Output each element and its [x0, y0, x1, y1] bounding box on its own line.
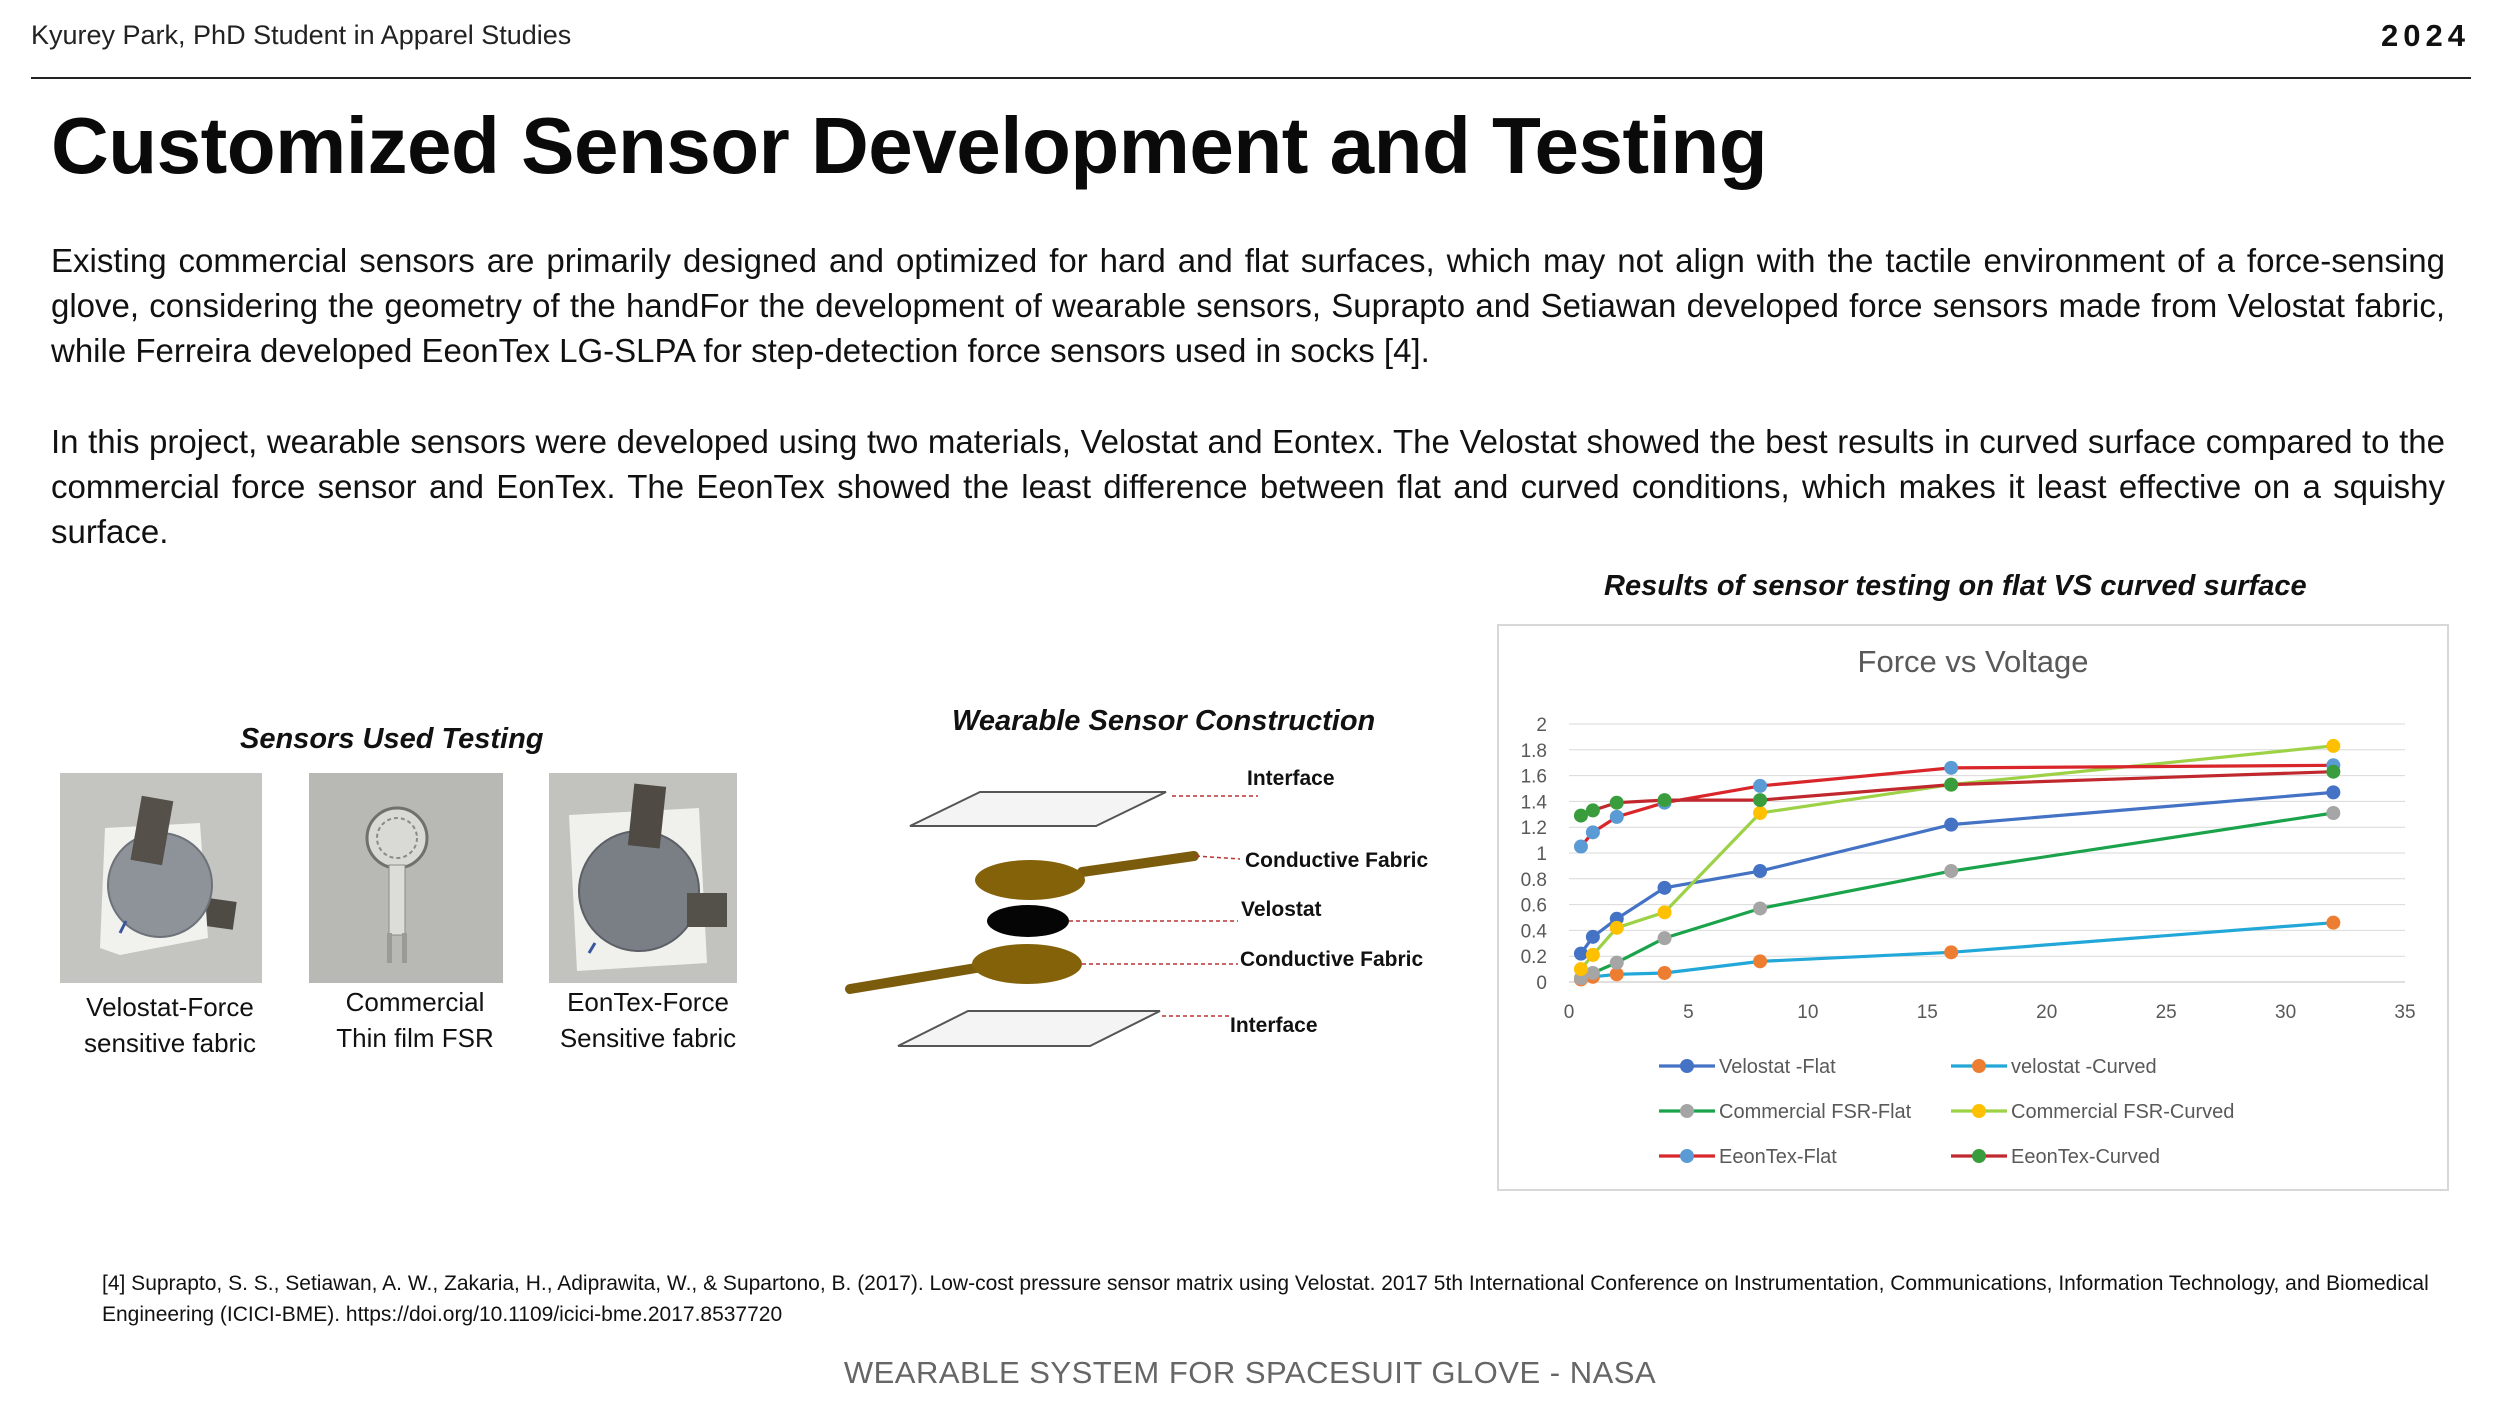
- eontex-sensor-photo: [549, 773, 737, 983]
- construction-caption: Wearable Sensor Construction: [952, 705, 1376, 737]
- eontex-sensor-label-line2: Sensitive fabric: [559, 1023, 737, 1053]
- construction-label-conductive-top: Conductive Fabric: [1245, 849, 1429, 872]
- sensors-caption: Sensors Used Testing: [240, 723, 544, 755]
- data-point: [1658, 905, 1672, 919]
- conductive-fabric-top: [975, 860, 1085, 900]
- legend-entry: velostat -Curved: [2011, 1056, 2157, 1078]
- data-point: [1574, 947, 1588, 961]
- velostat-sensor-photo: [60, 773, 262, 983]
- data-point: [1610, 921, 1624, 935]
- intro-paragraph: Existing commercial sensors are primarily designed and optimized for hard and flat surfaces, which may not align with the tactile environment of a force-sensing glove, considering the geometry of the handFor the development of wearable sensors, Suprapto and Setiawan developed force sensors made from Velostat fabric, while Ferreira developed EeonTex LG-SLPA for step-detection force sensors used in socks [4].: [51, 242, 2445, 369]
- eontex-sensor-label-line1: EonTex-Force: [567, 987, 729, 1017]
- data-point: [1574, 840, 1588, 854]
- construction-label-conductive-bottom: Conductive Fabric: [1240, 948, 1424, 971]
- x-tick-label: 20: [2036, 1002, 2058, 1023]
- construction-diagram: [840, 760, 1280, 1060]
- header-author: Kyurey Park, PhD Student in Apparel Studies: [31, 20, 572, 50]
- data-point: [1610, 796, 1624, 810]
- conductive-fabric-tail-bottom: [850, 966, 988, 989]
- data-point: [1658, 881, 1672, 895]
- x-tick-label: 5: [1683, 1002, 1694, 1023]
- data-point: [1658, 793, 1672, 807]
- construction-label-interface-top: Interface: [1247, 767, 1335, 790]
- legend-marker: [1972, 1059, 1986, 1073]
- x-tick-label: 25: [2155, 1002, 2177, 1023]
- legend-entry: Commercial FSR-Flat: [1719, 1101, 1912, 1123]
- chart-title: Force vs Voltage: [1857, 644, 2089, 679]
- y-tick-label: 1.8: [1520, 740, 1547, 762]
- data-point: [2326, 785, 2340, 799]
- legend-entry: EeonTex-Curved: [2011, 1146, 2160, 1168]
- x-tick-label: 0: [1563, 1002, 1575, 1023]
- data-point: [1586, 966, 1600, 980]
- data-point: [1753, 806, 1767, 820]
- data-point: [1610, 956, 1624, 970]
- y-tick-label: 0.8: [1520, 869, 1547, 891]
- data-point: [1753, 901, 1767, 915]
- force-voltage-chart-svg: [1499, 626, 2447, 1189]
- data-point: [2326, 916, 2340, 930]
- x-tick-label: 35: [2394, 1002, 2416, 1023]
- interface-layer-bottom: [898, 1011, 1160, 1046]
- project-paragraph: In this project, wearable sensors were developed using two materials, Velostat and Eontex. The Velostat showed the best results in curved surface compared to the commercial force sensor and EonTex. The EeonTex showed the least difference between flat and curved conditions, which makes it least effective on a squishy surface.: [51, 423, 2445, 550]
- y-tick-label: 0.4: [1520, 921, 1547, 943]
- reference-citation: [4] Suprapto, S. S., Setiawan, A. W., Zakaria, H., Adiprawita, W., & Supartono, B. (2017). Low-cost pressure sensor matrix using Velostat. 2017 5th International Conference on Instrumentation, Communications, Information Technology, and Biomedical Engineering (ICICI-BME). https://doi.org/10.1109/icici-bme.2017.8537720: [102, 1272, 2429, 1326]
- legend-entry: Velostat -Flat: [1719, 1056, 1836, 1078]
- header-year: 2024: [2381, 18, 2470, 53]
- y-tick-label: 0.6: [1520, 895, 1547, 917]
- eontex-sensor-label: [518, 984, 778, 1056]
- velostat-sensor-label: [40, 989, 300, 1061]
- construction-label-velostat: Velostat: [1241, 898, 1322, 921]
- data-point: [2326, 806, 2340, 820]
- legend-entry: Commercial FSR-Curved: [2011, 1101, 2235, 1123]
- fsr-sensor-photo: [309, 773, 503, 983]
- data-point: [1753, 779, 1767, 793]
- data-point: [1944, 818, 1958, 832]
- data-point: [1574, 962, 1588, 976]
- data-point: [1944, 778, 1958, 792]
- data-point: [1753, 793, 1767, 807]
- series-line-4: [1581, 746, 2333, 969]
- legend-marker: [1972, 1104, 1986, 1118]
- force-voltage-chart: [1497, 624, 2449, 1191]
- legend-marker: [1680, 1104, 1694, 1118]
- footer-label: WEARABLE SYSTEM FOR SPACESUIT GLOVE - NASA: [843, 1355, 1657, 1390]
- page-title: Customized Sensor Development and Testing: [51, 101, 1768, 190]
- data-point: [1586, 803, 1600, 817]
- data-point: [1610, 810, 1624, 824]
- data-point: [1574, 809, 1588, 823]
- data-point: [1944, 761, 1958, 775]
- data-point: [1658, 931, 1672, 945]
- data-point: [1586, 948, 1600, 962]
- header-divider: [31, 77, 2471, 79]
- fsr-sensor-label-line2: Thin film FSR: [336, 1023, 494, 1053]
- data-point: [1753, 864, 1767, 878]
- data-point: [1658, 966, 1672, 980]
- results-caption: Results of sensor testing on flat VS curved surface: [1604, 570, 2307, 602]
- velostat-sensor-label-line1: Velostat-Force: [86, 992, 254, 1022]
- velostat-layer: [987, 905, 1069, 937]
- data-point: [2326, 739, 2340, 753]
- y-tick-label: 1: [1536, 844, 1547, 865]
- fsr-sensor-label-line1: Commercial: [345, 987, 485, 1017]
- y-tick-label: 1.4: [1520, 792, 1547, 814]
- y-tick-label: 1.6: [1520, 766, 1547, 788]
- legend-entry: EeonTex-Flat: [1719, 1146, 1837, 1168]
- series-line-6: [1581, 772, 2333, 816]
- conductive-fabric-tail-top: [1082, 856, 1194, 872]
- construction-label-interface-bottom: Interface: [1230, 1014, 1318, 1037]
- data-point: [2326, 765, 2340, 779]
- data-point: [1753, 954, 1767, 968]
- data-point: [1944, 864, 1958, 878]
- y-tick-label: 1.2: [1520, 818, 1547, 840]
- conductive-fabric-bottom: [972, 944, 1082, 984]
- y-tick-label: 0.2: [1520, 947, 1547, 969]
- series-line-5: [1581, 765, 2333, 846]
- velostat-sensor-label-line2: sensitive fabric: [84, 1028, 256, 1058]
- y-tick-label: 0: [1536, 973, 1547, 994]
- y-tick-label: 2: [1536, 715, 1547, 736]
- legend-marker: [1972, 1149, 1986, 1163]
- data-point: [1944, 945, 1958, 959]
- legend-marker: [1680, 1149, 1694, 1163]
- x-tick-label: 15: [1916, 1002, 1938, 1023]
- data-point: [1586, 930, 1600, 944]
- data-point: [1586, 825, 1600, 839]
- legend-marker: [1680, 1059, 1694, 1073]
- interface-layer-top: [910, 792, 1166, 826]
- x-tick-label: 30: [2275, 1002, 2297, 1023]
- x-tick-label: 10: [1797, 1002, 1819, 1023]
- fsr-sensor-label: [285, 984, 545, 1056]
